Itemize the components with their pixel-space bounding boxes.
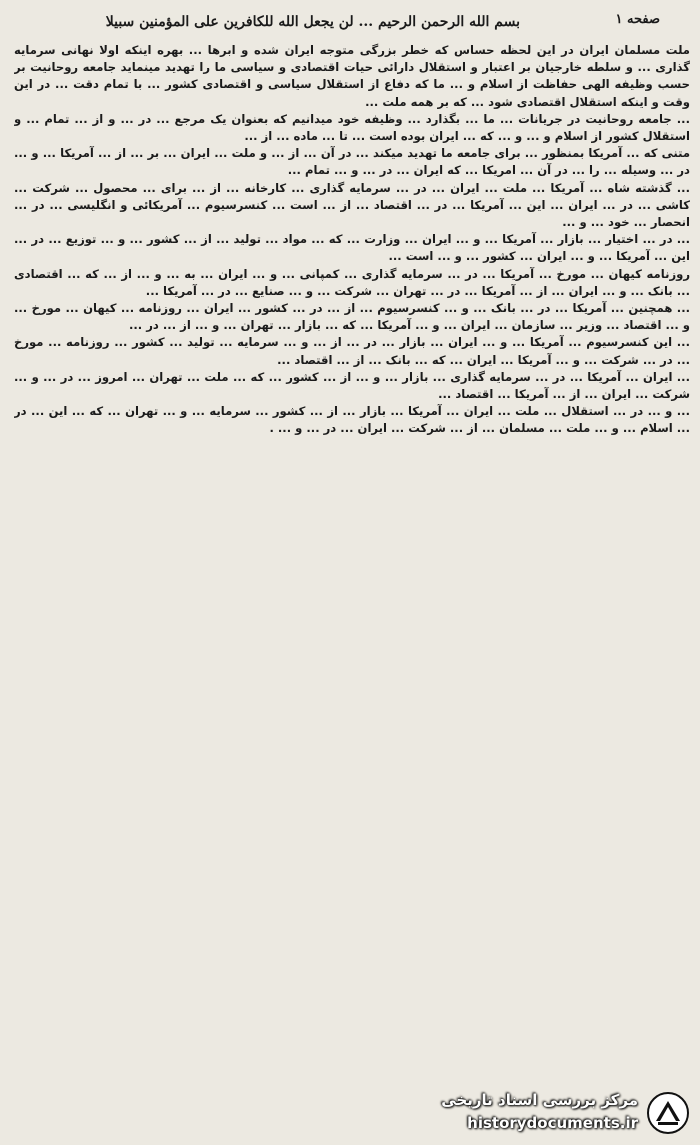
- body-paragraph: روزنامه کیهان ... مورخ ... آمریکا ... در ... سرمایه گذاری ... کمپانی ... و ... ایران ... به ... و ... از ... که ... اقتصادی ... بانک ... و ... ایران ... از ... آمریکا ... در ... تهران ... شرکت ... و ... صنایع ... در ... آمریکا ...: [14, 266, 690, 298]
- body-paragraph: ... گذشته شاه ... آمریکا ... ملت ... ایران ... در ... سرمایه گذاری ... کارخانه ... از ... برای ... محصول ... شرکت ... کاشی ... در ... ایران ... این ... آمریکا ... در ... اقتصاد ... از ... است ... کنسرسیوم ... آمریکائی و انگلیسی ... در ... انحصار ... خود ... و ...: [14, 180, 690, 230]
- body-paragraph: ... جامعه روحانیت در جریانات ... ما ... بگذارد ... وظیفه خود میدانیم که بعنوان یک مرجع ... در ... و از ... تمام ... و استقلال کشور از اسلام و ... و ... که ... ایران بوده است ... تا ... ماده ... از ...: [14, 111, 690, 144]
- archive-watermark: [392, 1087, 692, 1139]
- document-header: [0, 8, 700, 38]
- body-paragraph: ... همچنین ... آمریکا ... در ... بانک ... و ... کنسرسیوم ... از ... در ... کشور ... ایران ... روزنامه ... کیهان ... مورخ ... و ... اقتصاد ... وزیر ... سازمان ... ایران ... و ... آمریکا ... که ... بازار ... تهران ... و ... از ... در ...: [14, 301, 690, 333]
- body-paragraph: ملت مسلمان ایران در این لحظه حساس که خطر بزرگی متوجه ایران شده و ابرها ... بهره اینکه اولا نهانی سرمایه گذاری ... و سلطه خارجیان بر اعتبار و استقلال دارائی حیات اقتصادی و سیاسی ما را تهدید مینماید جامعه روحانیت بر حسب وظیفه الهی حفاظت از اسلام و ... ما که دفاع از استقلال سیاسی و اقتصادی کشور ... با تمام دقت ... در این وقت و اینکه استقلال اقتصادی شود ... که بر همه ملت ...: [14, 43, 690, 109]
- body-paragraph: ... ایران ... آمریکا ... در ... سرمایه گذاری ... بازار ... و ... از ... کشور ... که ... ملت ... تهران ... امروز ... در ... و ... شرکت ... ایران ... از ... آمریکا ... اقتصاد ...: [14, 369, 690, 402]
- body-paragraph: ... این کنسرسیوم ... آمریکا ... و ... ایران ... بازار ... در ... از ... و ... سرمایه ... تولید ... کشور ... روزنامه ... مورخ ... در ... شرکت ... و ... آمریکا ... ایران ... که ... بانک ... از ... اقتصاد ...: [14, 335, 690, 367]
- watermark-url: historydocuments.ir: [467, 1114, 638, 1132]
- page-number: صفحه ۱: [615, 12, 660, 27]
- archive-logo-icon: [646, 1091, 690, 1135]
- body-paragraph: ... در ... اختیار ... بازار ... آمریکا ... و ... ایران ... وزارت ... که ... مواد ... تولید ... از ... کشور ... و ... توزیع ... در ... این ... آمریکا ... و ... ایران ... کشور ... و ... است ...: [14, 232, 690, 264]
- body-paragraph: متنی که ... آمریکا بمنظور ... برای جامعه ما تهدید میکند ... در آن ... از ... و ملت ... ایران ... بر ... از ... آمریکا ... و ... در ... وسیله ... را ... در آن ... امریکا ... که ایران ... در ... و ... تمام ...: [14, 146, 690, 178]
- body-paragraph: ... و ... در ... استقلال ... ملت ... ایران ... آمریکا ... بازار ... از ... کشور ... سرمایه ... و ... تهران ... که ... این ... در ... اسلام ... و ... ملت ... مسلمان ... از ... شرکت ... ایران ... در ... و ... .: [14, 404, 690, 436]
- letter-body: [14, 42, 690, 1087]
- basmala-heading: بسم الله الرحمن الرحیم ... لن یجعل الله للکافرین علی المؤمنین سبیلا: [105, 14, 520, 30]
- watermark-title: مرکز بررسی اسناد تاریخی: [441, 1091, 638, 1109]
